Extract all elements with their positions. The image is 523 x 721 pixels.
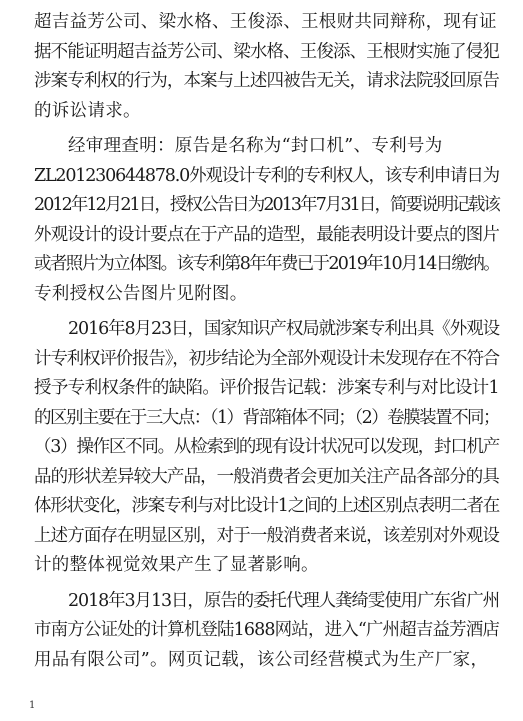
text-line: 2018年3月13日，原告的委托代理人龚绮雯使用广东省广州 [68, 590, 499, 611]
text-line: 经审理查明：原告是名称为“封口机”、专利号为 [68, 136, 443, 156]
text-line: 2016年8月23日，国家知识产权局就涉案专利出具《外观设 [68, 319, 499, 339]
text-line: 专利授权公告图片见附图。 [34, 283, 248, 304]
text-line: （3）操作区不同。从检索到的现有设计状况可以发现，封口机产 [34, 437, 499, 457]
text-line: 外观设计的设计要点在于产品的造型，最能表明设计要点的图片 [34, 224, 499, 245]
text-line: 体形状变化，涉案专利与对比设计1之间的上述区别点表明二者在 [34, 496, 499, 516]
paragraph-evaluation-report [34, 315, 499, 581]
text-line: 计的整体视觉效果产生了显著影响。 [34, 555, 319, 575]
paragraph-defense [34, 8, 499, 126]
paragraph-notarization [34, 587, 499, 676]
text-line: 上述方面存在明显区别，对于一般消费者来说，该差别对外观设 [34, 525, 499, 546]
text-line: 计专利权评价报告》，初步结论为全部外观设计未发现存在不符合 [34, 348, 499, 369]
text-line: 的诉讼请求。 [34, 100, 141, 121]
text-line: ZL201230644878.0外观设计专利的专利权人，该专利申请日为 [34, 165, 499, 186]
text-line: 授予专利权条件的缺陷。评价报告记载：涉案专利与对比设计1 [34, 378, 499, 398]
text-line: 的区别主要在于三大点：（1）背部箱体不同；（2）卷膜装置不同； [34, 407, 499, 428]
text-line: 品的形状差异较大产品，一般消费者会更加关注产品各部分的具 [34, 466, 499, 487]
text-line: 市南方公证处的计算机登陆1688网站，进入“广州超吉益芳酒店 [34, 620, 499, 640]
text-line: 2012年12月21日，授权公告日为2013年7月31日，简要说明记载该 [34, 195, 499, 215]
text-line: 用品有限公司”。网页记载，该公司经营模式为生产厂家， [34, 649, 489, 670]
paragraph-findings [34, 132, 499, 309]
text-line: 据不能证明超吉益芳公司、梁水格、王俊添、王根财实施了侵犯 [34, 41, 499, 62]
text-line: 或者照片为立体图。该专利第8年年费已于2019年10月14日缴纳。 [34, 254, 499, 274]
text-line: 超吉益芳公司、梁水格、王俊添、王根财共同辩称，现有证 [34, 12, 497, 32]
text-line: 涉案专利权的行为，本案与上述四被告无关，请求法院驳回原告 [34, 71, 499, 91]
page-number: 1 [29, 700, 36, 711]
